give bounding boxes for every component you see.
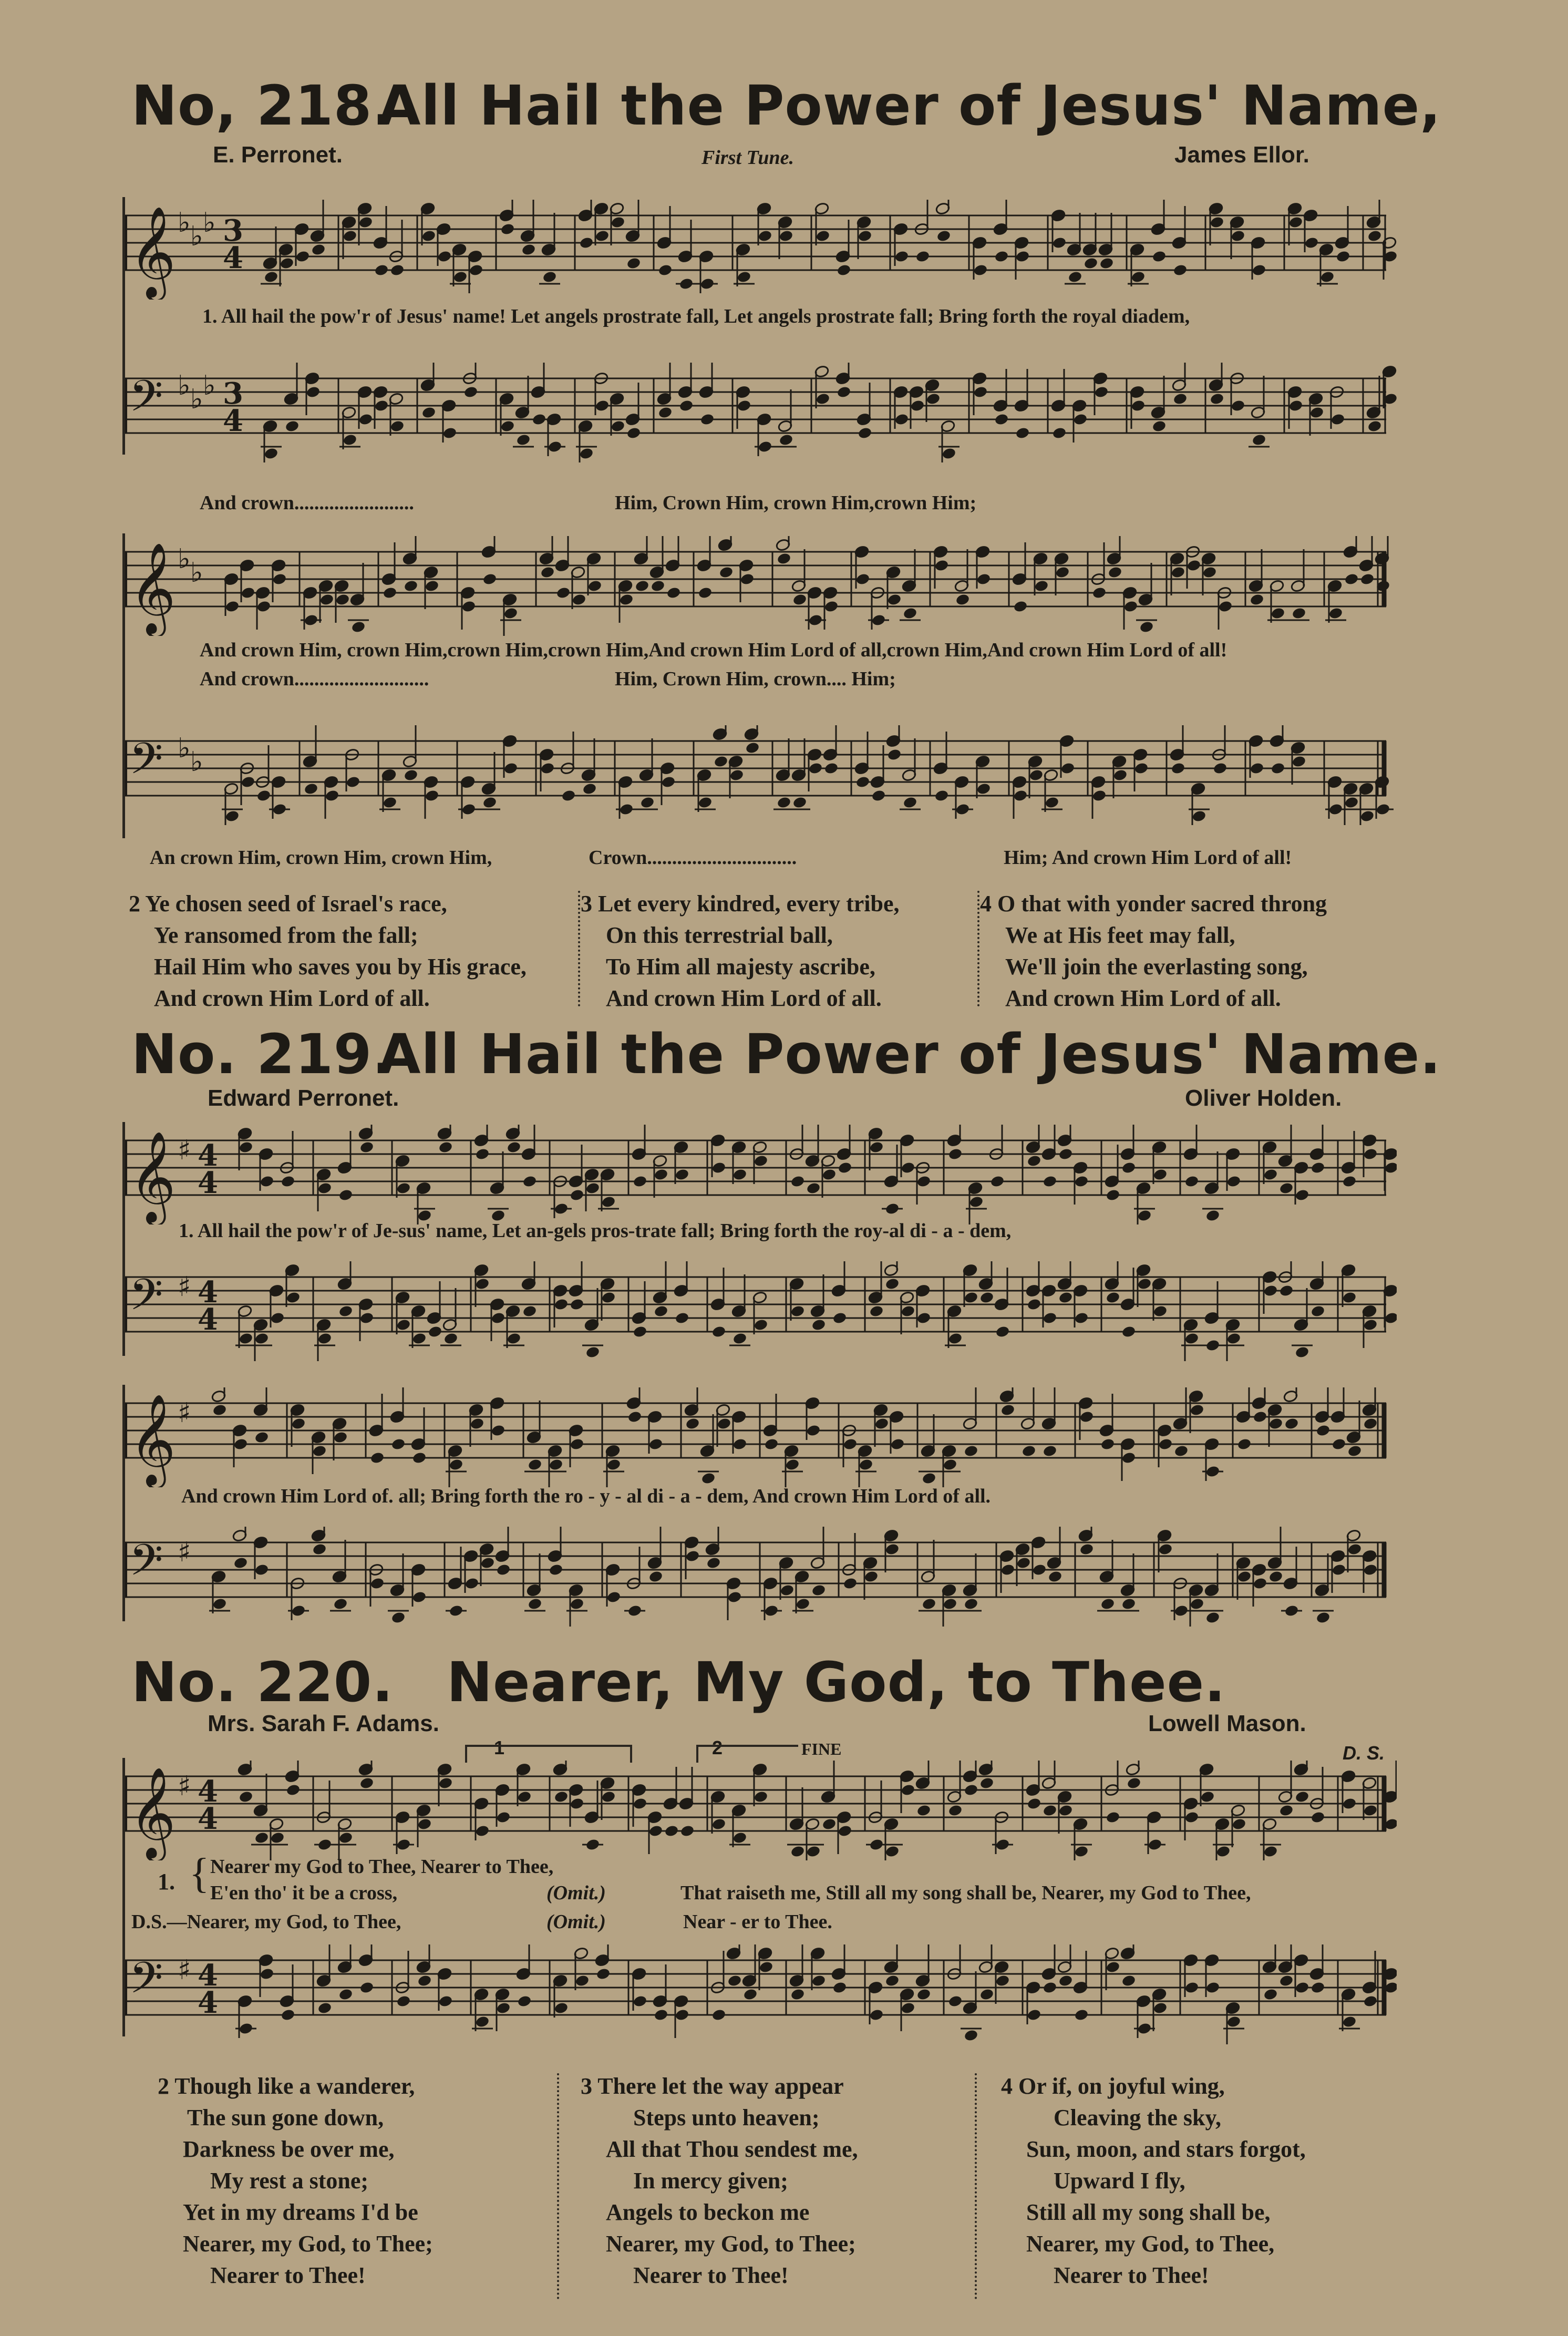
- stanza-divider: [975, 2073, 977, 2299]
- hymn-218-title-line: [131, 74, 1445, 138]
- staff-219-treble-2: [125, 1387, 1397, 1487]
- stanza-line: In mercy given;: [633, 2168, 788, 2194]
- hymn-218-author: E. Perronet.: [213, 142, 343, 168]
- stanza-line: 2 Though like a wanderer,: [158, 2073, 415, 2099]
- ending-1-label: 1: [494, 1737, 505, 1758]
- svg-text:4: 4: [198, 1774, 218, 1809]
- svg-text:𝄞: 𝄞: [129, 1131, 176, 1222]
- fine-mark: FINE: [801, 1740, 842, 1758]
- staff-219-treble-1: [125, 1125, 1397, 1224]
- hymn-220-stanza-4: [1001, 2071, 1306, 2291]
- hymn-218-lyric-3: And crown Him, crown Him,crown Him,crown Him,And crown Him Lord of all,crown Him,And crown Him Lord of all!: [200, 639, 1227, 661]
- stanza-line: Nearer to Thee!: [1054, 2262, 1209, 2288]
- hymn-219-lyric-1: 1. All hail the pow'r of Je-sus' name, Let an-gels pros-trate fall; Bring forth the roy-al di - a - dem,: [179, 1220, 1012, 1242]
- svg-text:𝄢: 𝄢: [129, 1535, 163, 1596]
- svg-text:♭: ♭: [190, 746, 203, 778]
- ds-mark: D. S.: [1343, 1742, 1385, 1764]
- hymn-220-omit-1: (Omit.): [546, 1882, 606, 1904]
- stanza-line: Hail Him who saves you by His grace,: [154, 954, 527, 980]
- svg-text:♭: ♭: [190, 384, 203, 415]
- staff-220-treble: [125, 1761, 1397, 1860]
- music-staff-graphic: [125, 1527, 1397, 1627]
- svg-text:♭: ♭: [178, 733, 191, 764]
- music-staff-graphic: [125, 1761, 1397, 1860]
- staff-218-treble-2: [125, 536, 1397, 636]
- hymn-220-title-line: [131, 1650, 1445, 1714]
- svg-text:𝄢: 𝄢: [129, 733, 163, 795]
- svg-text:♯: ♯: [178, 1537, 191, 1568]
- svg-text:4: 4: [223, 241, 243, 275]
- stanza-divider: [557, 2073, 559, 2299]
- svg-text:♯: ♯: [178, 1771, 191, 1802]
- hymn-218-lyric-1: 1. All hail the pow'r of Jesus' name! Let angels prostrate fall, Let angels prostrate fall; Bring forth the royal diadem,: [202, 305, 1190, 327]
- hymn-218-lyric-5c: Him; And crown Him Lord of all!: [1004, 847, 1292, 869]
- hymn-218-lyric-5b: Crown..............................: [589, 847, 797, 869]
- stanza-line: And crown Him Lord of all.: [1005, 985, 1281, 1011]
- svg-text:𝄞: 𝄞: [129, 1767, 176, 1858]
- svg-text:♯: ♯: [178, 1397, 191, 1429]
- hymn-220-lyric-3: D.S.—Nearer, my God, to Thee,: [131, 1911, 401, 1933]
- svg-text:4: 4: [198, 1958, 218, 1993]
- staff-219-bass-2: [125, 1527, 1397, 1627]
- hymn-218-lyric-4b: Him, Crown Him, crown.... Him;: [615, 668, 896, 690]
- hymn-218-lyric-5: An crown Him, crown Him, crown Him,: [150, 847, 492, 869]
- stanza-line: Darkness be over me,: [183, 2136, 395, 2162]
- svg-text:3: 3: [223, 213, 243, 248]
- stanza-line: 4 Or if, on joyful wing,: [1001, 2073, 1225, 2099]
- hymn-220-number: No. 220.: [131, 1650, 394, 1714]
- hymn-220-stanza-3: [581, 2071, 858, 2291]
- svg-text:𝄢: 𝄢: [129, 371, 163, 432]
- stanza-line: Nearer to Thee!: [210, 2262, 366, 2288]
- svg-text:4: 4: [198, 1985, 218, 2020]
- music-staff-graphic: [125, 536, 1397, 636]
- hymn-218-stanza-3: [581, 888, 899, 1014]
- svg-text:♭: ♭: [190, 557, 203, 589]
- stanza-line: All that Thou sendest me,: [606, 2136, 858, 2162]
- hymn-218-stanza-4: [980, 888, 1327, 1014]
- stanza-line: And crown Him Lord of all.: [154, 985, 430, 1011]
- hymn-220-omit-2: (Omit.): [546, 1911, 606, 1933]
- hymn-218-lyric-2: And crown........................: [200, 492, 414, 514]
- svg-text:4: 4: [198, 1166, 218, 1200]
- stanza-line: Nearer, my God, to Thee,: [1026, 2231, 1275, 2257]
- stanza-line: 3 There let the way appear: [581, 2073, 844, 2099]
- svg-text:♭: ♭: [203, 370, 216, 402]
- stanza-line: To Him all majesty ascribe,: [606, 954, 875, 980]
- svg-text:3: 3: [223, 376, 243, 411]
- stanza-line: 4 O that with yonder sacred throng: [980, 891, 1327, 917]
- stanza-line: 3 Let every kindred, every tribe,: [581, 891, 900, 917]
- stanza-line: And crown Him Lord of all.: [606, 985, 882, 1011]
- second-ending-bracket: [696, 1745, 798, 1763]
- svg-text:♭: ♭: [190, 221, 203, 252]
- hymn-218-number: No, 218.: [131, 74, 394, 138]
- hymn-220-lyric-3b: Near - er to Thee.: [683, 1911, 832, 1933]
- ending-2-label: 2: [712, 1737, 723, 1758]
- stanza-line: We'll join the everlasting song,: [1005, 954, 1308, 980]
- svg-text:𝄢: 𝄢: [129, 1269, 163, 1331]
- music-staff-graphic: [125, 200, 1397, 300]
- hymn-220-title: Nearer, My God, to Thee.: [447, 1650, 1226, 1714]
- hymn-220-lyric-1: Nearer my God to Thee, Nearer to Thee,: [210, 1856, 554, 1878]
- hymn-219-title: All Hail the Power of Jesus' Name.: [378, 1022, 1441, 1086]
- hymn-220-stanza-2: [158, 2071, 433, 2291]
- verse-brace: {: [189, 1850, 210, 1897]
- staff-218-treble-1: [125, 200, 1397, 300]
- music-staff-graphic: [125, 1387, 1397, 1487]
- hymn-219-title-line: [131, 1022, 1445, 1086]
- svg-text:𝄞: 𝄞: [129, 206, 176, 297]
- hymn-219-lyric-2: And crown Him Lord of. all; Bring forth the ro - y - al di - a - dem, And crown Him Lord of all.: [181, 1485, 991, 1507]
- stanza-line: Angels to beckon me: [606, 2199, 810, 2225]
- stanza-line: We at His feet may fall,: [1005, 922, 1235, 948]
- svg-text:𝄞: 𝄞: [129, 1394, 176, 1485]
- hymn-218-title: All Hail the Power of Jesus' Name,: [378, 74, 1441, 138]
- svg-text:♭: ♭: [178, 207, 191, 239]
- stanza-line: My rest a stone;: [210, 2168, 368, 2194]
- hymn-218-stanza-2: [129, 888, 527, 1014]
- svg-text:♭: ♭: [178, 543, 191, 575]
- svg-text:𝄢: 𝄢: [129, 1952, 163, 2014]
- hymn-220-lyric-2: E'en tho' it be a cross,: [210, 1882, 398, 1904]
- svg-text:♯: ♯: [178, 1135, 191, 1166]
- svg-text:♯: ♯: [178, 1271, 191, 1303]
- svg-text:♯: ♯: [178, 1954, 191, 1986]
- svg-text:4: 4: [198, 1802, 218, 1836]
- stanza-line: Steps unto heaven;: [633, 2105, 820, 2131]
- first-ending-bracket: [465, 1745, 632, 1763]
- stanza-divider: [578, 891, 580, 1006]
- staff-219-bass-1: [125, 1261, 1397, 1361]
- svg-text:4: 4: [223, 404, 243, 438]
- hymn-219-number: No. 219.: [131, 1022, 394, 1086]
- stanza-line: The sun gone down,: [187, 2105, 384, 2131]
- stanza-line: Nearer, my God, to Thee;: [606, 2231, 856, 2257]
- staff-220-bass: [125, 1944, 1397, 2044]
- hymn-218-tune-note: First Tune.: [702, 147, 794, 169]
- stanza-divider: [977, 891, 979, 1006]
- stanza-line: Sun, moon, and stars forgot,: [1026, 2136, 1306, 2162]
- hymn-218-lyric-2b: Him, Crown Him, crown Him,crown Him;: [615, 492, 977, 514]
- svg-text:4: 4: [198, 1275, 218, 1310]
- hymn-220-verse-number: 1.: [158, 1869, 175, 1895]
- stanza-line: Cleaving the sky,: [1054, 2105, 1222, 2131]
- music-staff-graphic: [125, 1125, 1397, 1224]
- stanza-line: On this terrestrial ball,: [606, 922, 833, 948]
- hymn-220-author: Mrs. Sarah F. Adams.: [208, 1711, 439, 1736]
- svg-text:♭: ♭: [178, 370, 191, 402]
- svg-text:4: 4: [198, 1138, 218, 1173]
- stanza-line: 2 Ye chosen seed of Israel's race,: [129, 891, 447, 917]
- stanza-line: Yet in my dreams I'd be: [183, 2199, 418, 2225]
- svg-text:4: 4: [198, 1302, 218, 1337]
- hymn-220-composer: Lowell Mason.: [1148, 1711, 1306, 1736]
- staff-218-bass-1: [125, 363, 1397, 462]
- svg-text:♭: ♭: [203, 207, 216, 239]
- music-staff-graphic: [125, 1944, 1397, 2044]
- stanza-line: Ye ransomed from the fall;: [154, 922, 418, 948]
- music-staff-graphic: [125, 1261, 1397, 1361]
- music-staff-graphic: [125, 725, 1397, 825]
- hymn-218-lyric-4: And crown...........................: [200, 668, 429, 690]
- hymn-218-composer: James Ellor.: [1174, 142, 1309, 168]
- stanza-line: Still all my song shall be,: [1026, 2199, 1271, 2225]
- svg-text:𝄞: 𝄞: [129, 542, 176, 634]
- staff-218-bass-2: [125, 725, 1397, 825]
- stanza-line: Nearer, my God, to Thee;: [183, 2231, 433, 2257]
- hymn-219-composer: Oliver Holden.: [1185, 1085, 1342, 1111]
- stanza-line: Upward I fly,: [1054, 2168, 1185, 2194]
- music-staff-graphic: [125, 363, 1397, 462]
- hymn-220-lyric-2b: That raiseth me, Still all my song shall be, Nearer, my God to Thee,: [680, 1882, 1251, 1904]
- hymn-219-author: Edward Perronet.: [208, 1085, 399, 1111]
- stanza-line: Nearer to Thee!: [633, 2262, 789, 2288]
